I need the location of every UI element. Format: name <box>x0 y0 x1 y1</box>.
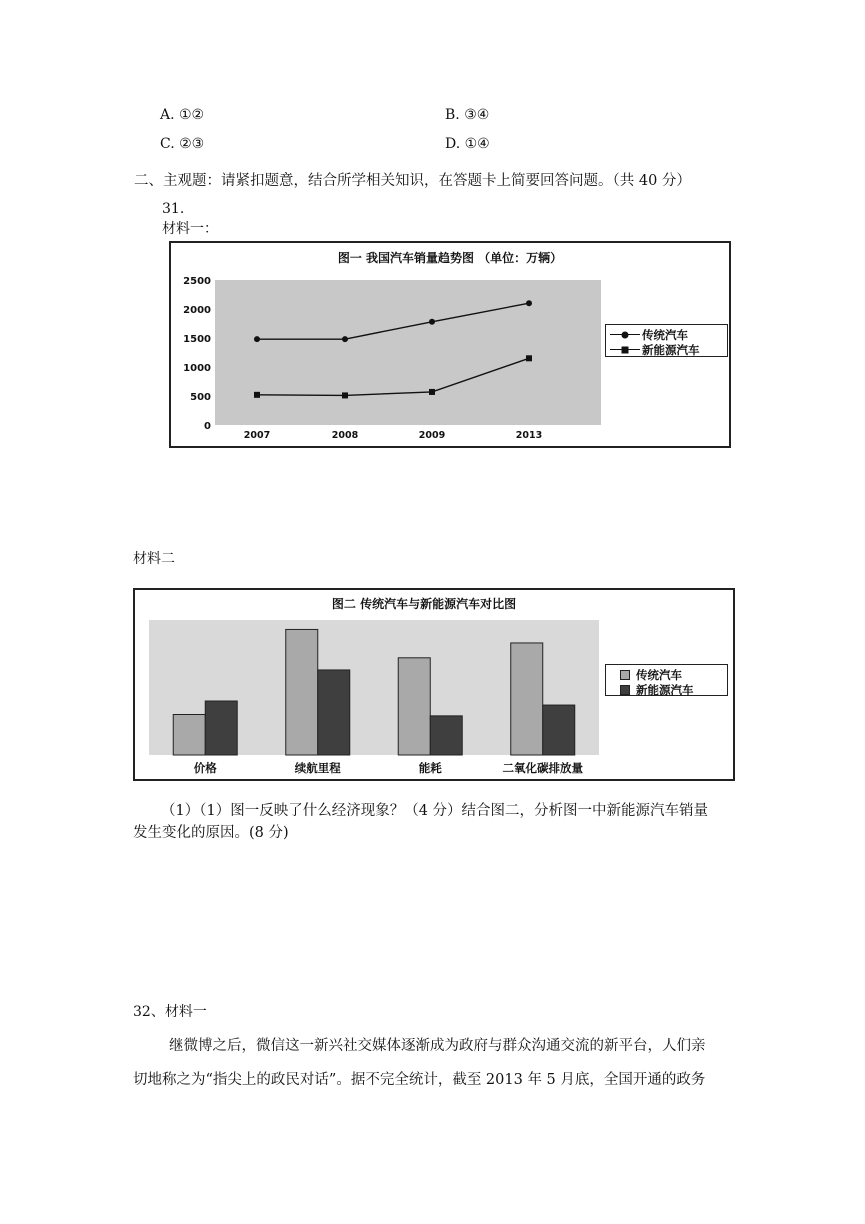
chart-1-point <box>342 392 348 398</box>
chart-2-bar <box>543 705 575 755</box>
question-32-line-2: 切地称之为“指尖上的政民对话”。据不完全统计，截至 2013 年 5 月底，全国开通的政务 <box>133 1072 706 1088</box>
chart-2-bar <box>286 629 318 755</box>
question-32-header: 32、材料一 <box>133 1004 207 1020</box>
option-c: C. ②③ <box>160 136 205 152</box>
chart-1-y-tick-label: 2000 <box>183 305 211 316</box>
chart-1-x-tick-label: 2009 <box>418 430 446 441</box>
chart-1-legend-item <box>610 327 723 342</box>
question-32-paragraph <box>133 1032 748 1094</box>
question-32-line-1: 继微博之后，微信这一新兴社交媒体逐渐成为政府与群众沟通交流的新平台，人们亲 <box>169 1038 706 1054</box>
chart-1-point <box>254 392 260 398</box>
chart-2-bar <box>205 701 237 755</box>
chart-1-point <box>342 336 348 342</box>
chart-2-legend-label: 传统汽车 <box>636 667 682 682</box>
question-31-line-1: （1）（1）图一反映了什么经济现象？（4 分）结合图二，分析图一中新能源汽车销量 <box>161 803 709 819</box>
chart-1-x-tick-label: 2008 <box>331 430 359 441</box>
chart-2-bar <box>430 716 462 755</box>
chart-2-legend-item <box>610 682 723 697</box>
section-heading: 二、主观题：请紧扣题意，结合所学相关知识，在答题卡上简要回答问题。（共 40 分） <box>134 173 691 189</box>
chart-1-point <box>526 300 532 306</box>
chart-2-category-label: 二氧化碳排放量 <box>502 761 583 775</box>
option-d: D. ①④ <box>445 136 490 152</box>
chart-1-point <box>526 355 532 361</box>
chart-1-point <box>254 336 260 342</box>
question-31-text <box>133 797 743 847</box>
chart-2-bar <box>173 715 205 756</box>
chart-1-plot-area <box>215 280 601 425</box>
chart-2-bar <box>318 670 350 755</box>
chart-2-bar <box>398 658 430 755</box>
chart-2-bar <box>511 643 543 755</box>
material-1-label: 材料一： <box>162 221 218 237</box>
chart-2-category-label: 能耗 <box>418 761 442 775</box>
dark-swatch-icon <box>620 685 630 695</box>
chart-2-legend-item <box>610 667 723 682</box>
chart-2-category-label: 价格 <box>193 761 217 775</box>
chart-1-y-tick-label: 1000 <box>183 363 211 374</box>
chart-1-legend-label: 新能源汽车 <box>642 342 700 357</box>
option-a: A. ①② <box>160 107 205 123</box>
chart-2-title: 图二 传统汽车与新能源汽车对比图 <box>331 597 517 611</box>
chart-1-point <box>429 389 435 395</box>
line-circle-marker-icon <box>610 330 640 340</box>
chart-1-legend-item <box>610 342 723 357</box>
gray-swatch-icon <box>620 670 630 680</box>
option-b: B. ③④ <box>445 107 490 123</box>
chart-2-frame <box>133 588 735 781</box>
chart-1-y-tick-label: 2500 <box>183 276 211 287</box>
chart-1-frame <box>169 241 731 448</box>
chart-2-category-label: 续航里程 <box>294 761 341 775</box>
chart-1-x-tick-label: 2007 <box>243 430 271 441</box>
chart-2-legend-label: 新能源汽车 <box>636 682 694 697</box>
chart-1-y-tick-label: 1500 <box>183 334 211 345</box>
chart-1-legend <box>605 324 728 357</box>
material-2-label: 材料二 <box>133 551 175 567</box>
question-31-number: 31. <box>162 201 185 217</box>
chart-1-title: 图一 我国汽车销量趋势图 （单位：万辆） <box>337 251 563 265</box>
chart-1-legend-label: 传统汽车 <box>642 327 688 342</box>
question-31-line-2: 发生变化的原因。(8 分) <box>133 825 289 841</box>
chart-1-y-tick-label: 0 <box>204 421 211 432</box>
chart-1-y-tick-label: 500 <box>190 392 211 403</box>
chart-1-x-tick-label: 2013 <box>515 430 543 441</box>
chart-1-point <box>429 319 435 325</box>
chart-2-legend <box>605 664 728 696</box>
line-square-marker-icon <box>610 345 640 355</box>
